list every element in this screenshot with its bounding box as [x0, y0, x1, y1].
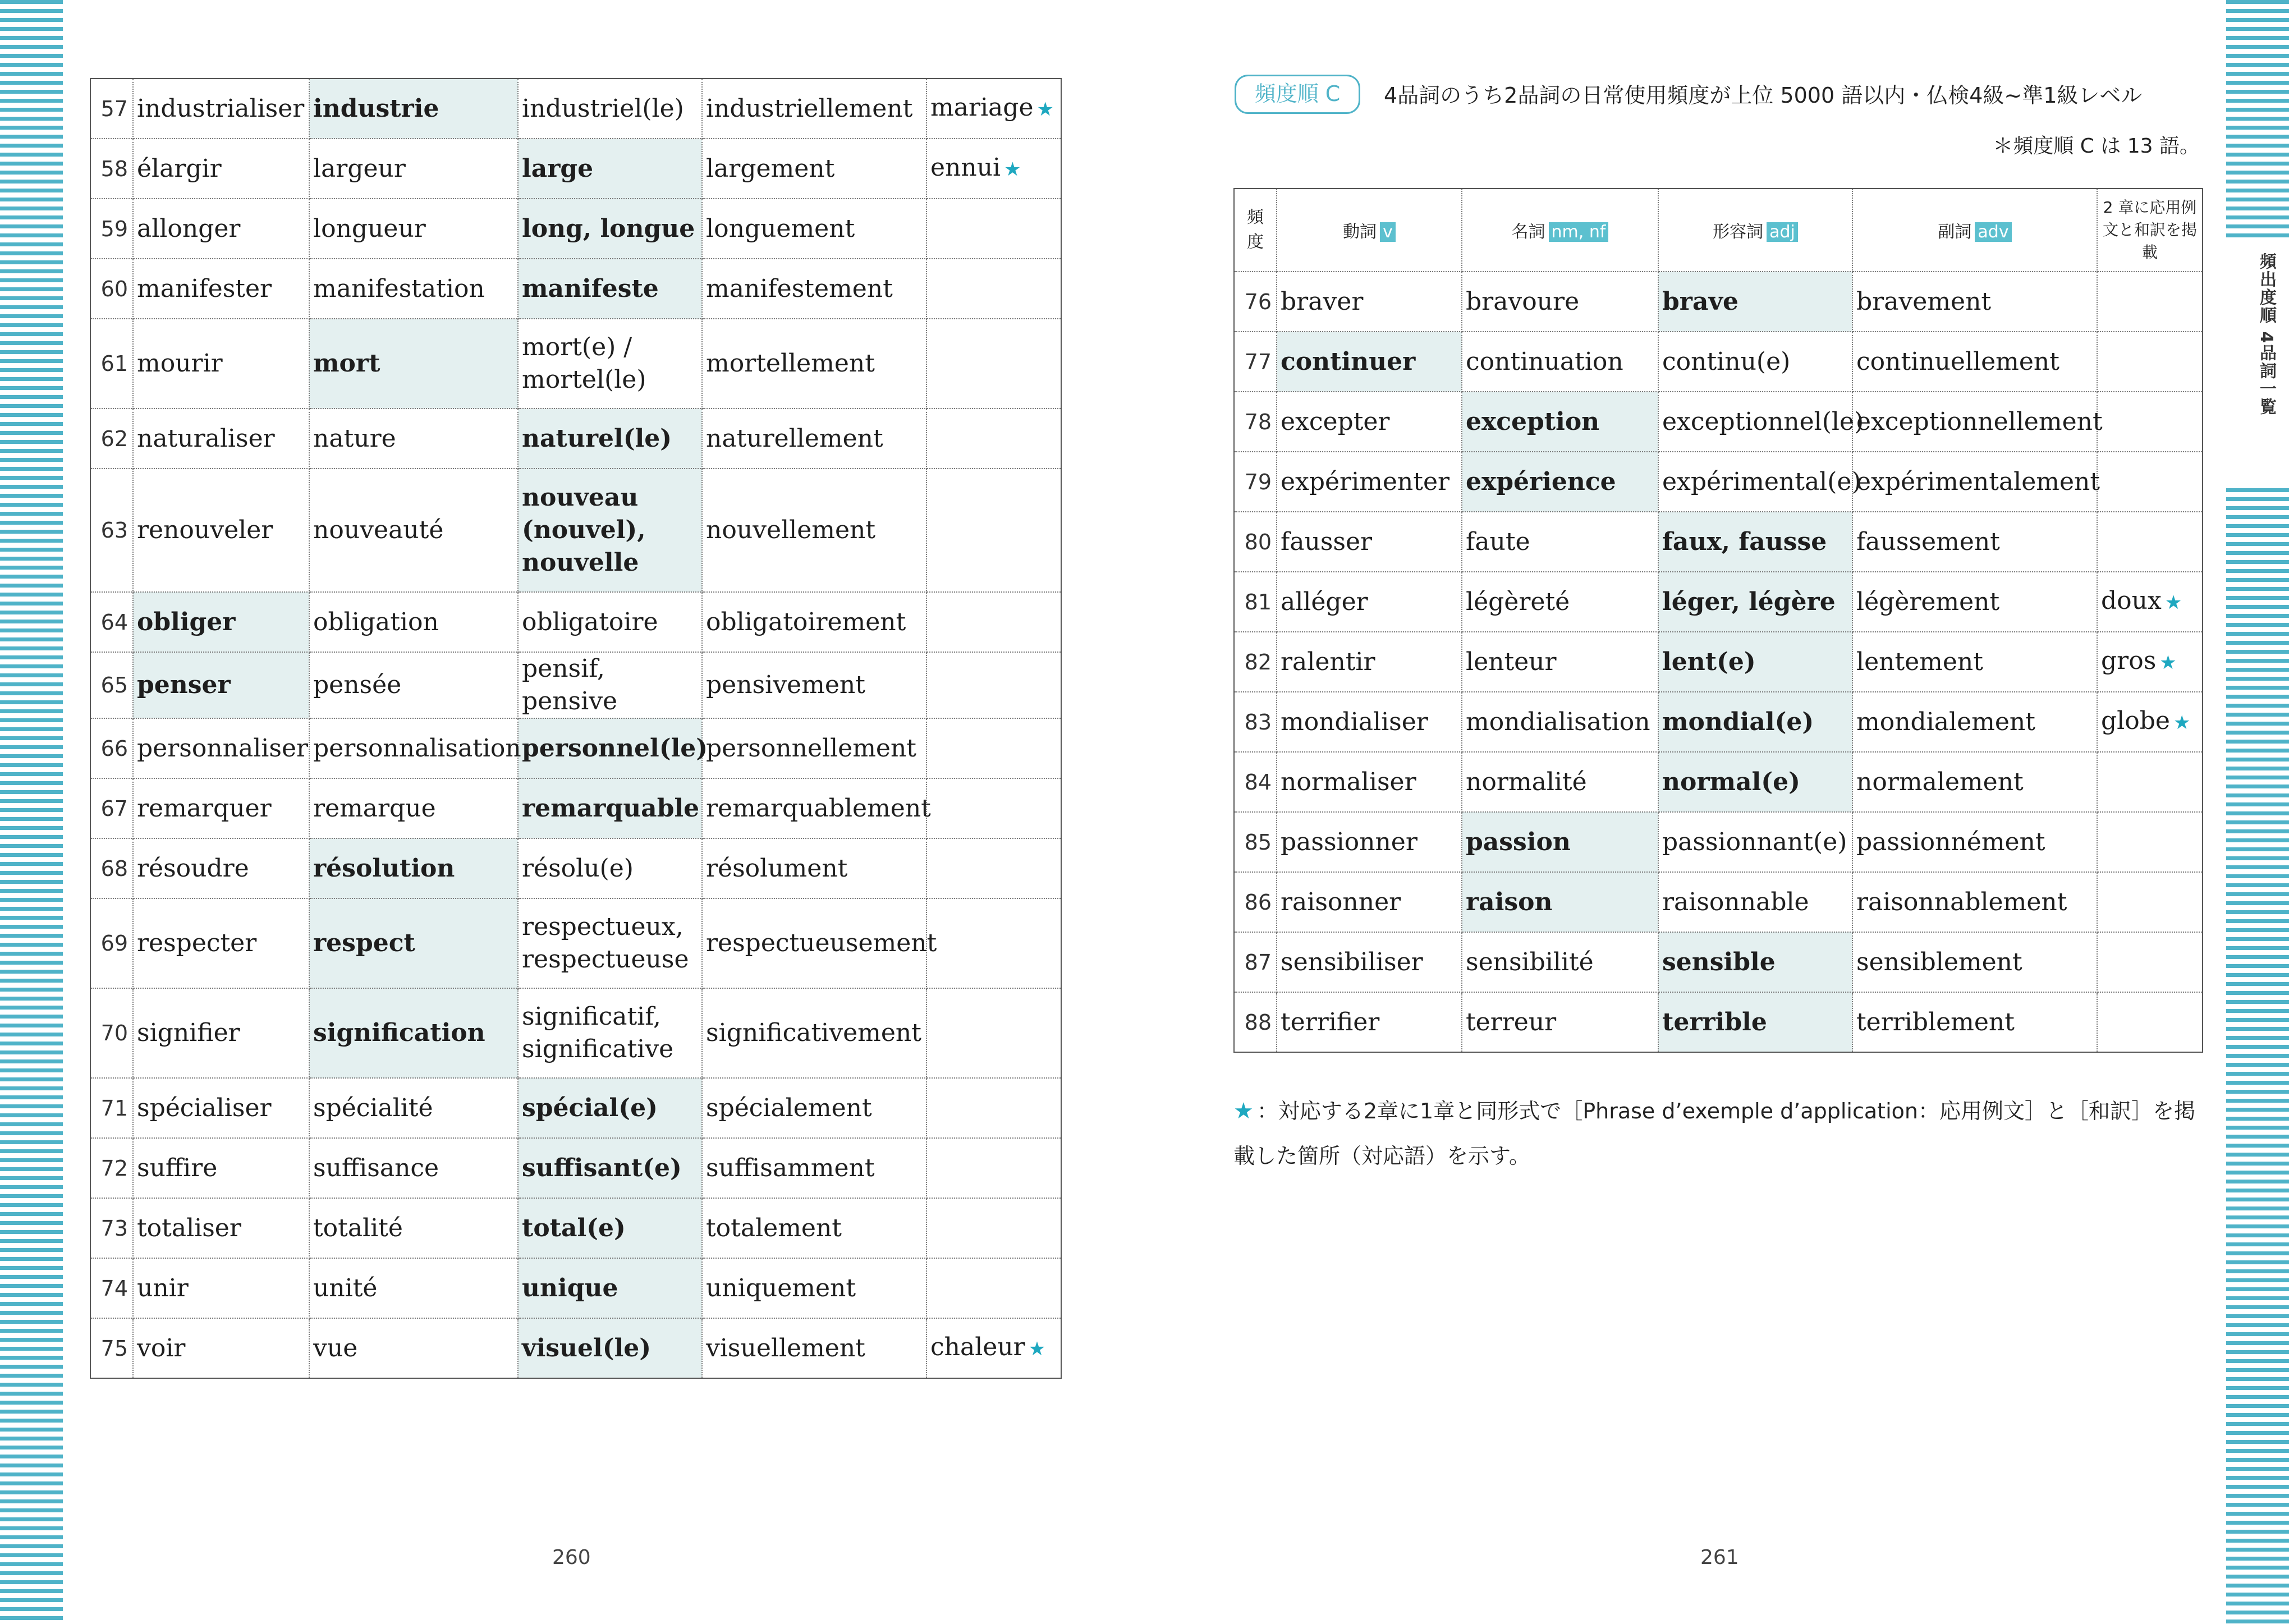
row-number: 62: [90, 409, 133, 469]
reference-cell: [926, 718, 1061, 778]
table-row: [90, 1318, 1061, 1378]
noun-cell: lenteur: [1462, 632, 1658, 692]
adverb-cell: raisonnablement: [1852, 872, 2097, 932]
noun-cell: suffisance: [309, 1138, 518, 1198]
noun-cell: industrie: [309, 79, 518, 139]
adverb-cell: continuellement: [1852, 332, 2097, 392]
table-header-row: [1234, 189, 2203, 272]
adverb-cell: sensiblement: [1852, 932, 2097, 992]
reference-cell: [2097, 812, 2203, 872]
noun-cell: faute: [1462, 512, 1658, 572]
table-row: [90, 409, 1061, 469]
row-number: 59: [90, 199, 133, 259]
star-icon: ★: [2159, 652, 2177, 674]
adverb-cell: mondialement: [1852, 692, 2097, 752]
verb-cell: excepter: [1277, 392, 1462, 452]
adverb-cell: mortellement: [702, 319, 926, 409]
side-section-label: 頻出度順 4品詞一覧: [2256, 253, 2276, 416]
left-stripe-border: [0, 0, 63, 1624]
reference-cell: [2097, 392, 2203, 452]
reference-cell: [926, 319, 1061, 409]
star-icon: ★: [2164, 591, 2182, 614]
reference-cell: [2097, 872, 2203, 932]
adverb-cell: nouvellement: [702, 469, 926, 592]
table-row: [90, 1258, 1061, 1318]
adjective-cell: long, longue: [518, 199, 702, 259]
noun-cell: exception: [1462, 392, 1658, 452]
verb-cell: respecter: [133, 898, 309, 988]
row-number: 85: [1234, 812, 1277, 872]
reference-cell: [926, 199, 1061, 259]
table-row: [90, 652, 1061, 718]
row-number: 70: [90, 988, 133, 1078]
table-row: [1234, 512, 2203, 572]
noun-cell: bravoure: [1462, 272, 1658, 332]
noun-cell: vue: [309, 1318, 518, 1378]
adjective-cell: large: [518, 139, 702, 199]
table-row: [90, 988, 1061, 1078]
noun-cell: manifestation: [309, 259, 518, 319]
star-icon: ★: [1233, 1098, 1254, 1124]
adverb-cell: industriellement: [702, 79, 926, 139]
vocab-table-left: [90, 78, 1062, 1379]
table-row: [90, 139, 1061, 199]
reference-word: gros: [2101, 646, 2157, 675]
reference-word: chaleur: [930, 1333, 1025, 1361]
table-row: [1234, 632, 2203, 692]
adjective-cell: continu(e): [1658, 332, 1852, 392]
row-number: 82: [1234, 632, 1277, 692]
verb-cell: remarquer: [133, 778, 309, 838]
verb-cell: expérimenter: [1277, 452, 1462, 512]
adjective-cell: naturel(le): [518, 409, 702, 469]
adjective-cell: léger, légère: [1658, 572, 1852, 632]
noun-cell: normalité: [1462, 752, 1658, 812]
row-number: 86: [1234, 872, 1277, 932]
star-icon: ★: [1028, 1338, 1046, 1360]
verb-cell: totaliser: [133, 1198, 309, 1258]
star-icon: ★: [1004, 158, 1021, 181]
noun-cell: remarque: [309, 778, 518, 838]
frequency-badge: 頻度順 C: [1235, 75, 1360, 114]
adjective-cell: brave: [1658, 272, 1852, 332]
reference-cell: [2097, 272, 2203, 332]
row-number: 69: [90, 898, 133, 988]
right-stripe-border-bottom: [2226, 488, 2289, 1624]
verb-cell: terrifier: [1277, 992, 1462, 1052]
reference-cell: [2097, 512, 2203, 572]
header-verb: 動詞 v: [1277, 189, 1462, 272]
table-row: [90, 718, 1061, 778]
reference-cell: [926, 988, 1061, 1078]
reference-cell: [926, 652, 1061, 718]
row-number: 65: [90, 652, 133, 718]
right-stripe-border-top: [2226, 0, 2289, 242]
adjective-cell: manifeste: [518, 259, 702, 319]
pos-tag-adj: adj: [1767, 222, 1798, 242]
reference-word: mariage: [930, 93, 1034, 122]
reference-cell: [926, 1138, 1061, 1198]
row-number: 74: [90, 1258, 133, 1318]
noun-cell: mort: [309, 319, 518, 409]
page-number-right: 261: [1700, 1546, 1739, 1569]
verb-cell: raisonner: [1277, 872, 1462, 932]
pos-tag-verb: v: [1380, 222, 1396, 242]
adjective-cell: lent(e): [1658, 632, 1852, 692]
row-number: 79: [1234, 452, 1277, 512]
noun-cell: pensée: [309, 652, 518, 718]
adverb-cell: pensivement: [702, 652, 926, 718]
adjective-cell: faux, fausse: [1658, 512, 1852, 572]
header-adv: 副詞 adv: [1852, 189, 2097, 272]
verb-cell: personnaliser: [133, 718, 309, 778]
adverb-cell: remarquablement: [702, 778, 926, 838]
adverb-cell: exceptionnellement: [1852, 392, 2097, 452]
adverb-cell: totalement: [702, 1198, 926, 1258]
table-row: [1234, 812, 2203, 872]
adjective-cell: mort(e) / mortel(le): [518, 319, 702, 409]
row-number: 87: [1234, 932, 1277, 992]
adverb-cell: passionnément: [1852, 812, 2097, 872]
noun-cell: nouveauté: [309, 469, 518, 592]
noun-cell: raison: [1462, 872, 1658, 932]
reference-cell: [2097, 992, 2203, 1052]
row-number: 60: [90, 259, 133, 319]
verb-cell: sensibiliser: [1277, 932, 1462, 992]
adverb-cell: longuement: [702, 199, 926, 259]
adjective-cell: remarquable: [518, 778, 702, 838]
adverb-cell: suffisamment: [702, 1138, 926, 1198]
row-number: 64: [90, 592, 133, 652]
reference-cell: [926, 592, 1061, 652]
word-count-note: ＊頻度順 C は 13 語。: [1993, 135, 2200, 158]
adjective-cell: significatif, significative: [518, 988, 702, 1078]
adjective-cell: résolu(e): [518, 838, 702, 898]
table-row: [90, 898, 1061, 988]
page-number-left: 260: [552, 1546, 591, 1569]
reference-cell: [926, 409, 1061, 469]
header-noun: 名詞 nm, nf: [1462, 189, 1658, 272]
verb-cell: normaliser: [1277, 752, 1462, 812]
verb-cell: ralentir: [1277, 632, 1462, 692]
adjective-cell: nouveau (nouvel), nouvelle: [518, 469, 702, 592]
adverb-cell: spécialement: [702, 1078, 926, 1138]
verb-cell: fausser: [1277, 512, 1462, 572]
table-row: [90, 79, 1061, 139]
reference-cell: [926, 838, 1061, 898]
table-row: [1234, 272, 2203, 332]
verb-cell: unir: [133, 1258, 309, 1318]
table-row: [90, 1198, 1061, 1258]
table-row: [90, 838, 1061, 898]
verb-cell: suffire: [133, 1138, 309, 1198]
adjective-cell: visuel(le): [518, 1318, 702, 1378]
adverb-cell: naturellement: [702, 409, 926, 469]
table-row: [1234, 932, 2203, 992]
adverb-cell: obligatoirement: [702, 592, 926, 652]
verb-cell: naturaliser: [133, 409, 309, 469]
row-number: 63: [90, 469, 133, 592]
reference-cell: [2097, 692, 2203, 752]
reference-cell: [926, 1318, 1061, 1378]
adverb-cell: bravement: [1852, 272, 2097, 332]
table-row: [90, 469, 1061, 592]
noun-cell: totalité: [309, 1198, 518, 1258]
pos-tag-adv: adv: [1975, 222, 2011, 242]
noun-cell: signification: [309, 988, 518, 1078]
reference-cell: [926, 79, 1061, 139]
table-row: [1234, 752, 2203, 812]
verb-cell: penser: [133, 652, 309, 718]
row-number: 78: [1234, 392, 1277, 452]
adjective-cell: expérimental(e): [1658, 452, 1852, 512]
verb-cell: mondialiser: [1277, 692, 1462, 752]
noun-cell: personnalisation: [309, 718, 518, 778]
row-number: 75: [90, 1318, 133, 1378]
adjective-cell: terrible: [1658, 992, 1852, 1052]
star-icon: ★: [2173, 712, 2191, 734]
reference-cell: [926, 469, 1061, 592]
row-number: 71: [90, 1078, 133, 1138]
table-row: [1234, 992, 2203, 1052]
noun-cell: longueur: [309, 199, 518, 259]
reference-cell: [926, 778, 1061, 838]
header-adj: 形容詞 adj: [1658, 189, 1852, 272]
verb-cell: signifier: [133, 988, 309, 1078]
table-row: [90, 592, 1061, 652]
row-number: 72: [90, 1138, 133, 1198]
adverb-cell: manifestement: [702, 259, 926, 319]
reference-cell: [2097, 752, 2203, 812]
noun-cell: spécialité: [309, 1078, 518, 1138]
reference-cell: [926, 1198, 1061, 1258]
adjective-cell: suffisant(e): [518, 1138, 702, 1198]
table-row: [90, 1138, 1061, 1198]
star-icon: ★: [1036, 98, 1054, 121]
row-number: 84: [1234, 752, 1277, 812]
reference-cell: [2097, 632, 2203, 692]
verb-cell: braver: [1277, 272, 1462, 332]
table-row: [90, 778, 1061, 838]
adverb-cell: expérimentalement: [1852, 452, 2097, 512]
row-number: 88: [1234, 992, 1277, 1052]
table-row: [1234, 392, 2203, 452]
row-number: 68: [90, 838, 133, 898]
table-row: [90, 199, 1061, 259]
reference-cell: [926, 259, 1061, 319]
table-row: [90, 1078, 1061, 1138]
adjective-cell: passionnant(e): [1658, 812, 1852, 872]
adjective-cell: sensible: [1658, 932, 1852, 992]
noun-cell: respect: [309, 898, 518, 988]
noun-cell: mondialisation: [1462, 692, 1658, 752]
reference-cell: [2097, 332, 2203, 392]
verb-cell: continuer: [1277, 332, 1462, 392]
table-row: [1234, 332, 2203, 392]
verb-cell: alléger: [1277, 572, 1462, 632]
noun-cell: continuation: [1462, 332, 1658, 392]
adverb-cell: personnellement: [702, 718, 926, 778]
verb-cell: obliger: [133, 592, 309, 652]
adjective-cell: pensif, pensive: [518, 652, 702, 718]
noun-cell: unité: [309, 1258, 518, 1318]
reference-cell: [2097, 452, 2203, 512]
verb-cell: industrialiser: [133, 79, 309, 139]
adjective-cell: spécial(e): [518, 1078, 702, 1138]
noun-cell: résolution: [309, 838, 518, 898]
header-freq: 頻度: [1234, 189, 1277, 272]
adjective-cell: total(e): [518, 1198, 702, 1258]
row-number: 77: [1234, 332, 1277, 392]
noun-cell: légèreté: [1462, 572, 1658, 632]
adjective-cell: unique: [518, 1258, 702, 1318]
adjective-cell: industriel(le): [518, 79, 702, 139]
table-row: [1234, 692, 2203, 752]
reference-word: globe: [2101, 707, 2170, 735]
row-number: 73: [90, 1198, 133, 1258]
adverb-cell: lentement: [1852, 632, 2097, 692]
table-row: [90, 319, 1061, 409]
section-intro: 4品詞のうち2品詞の日常使用頻度が上位 5000 語以内・仏検4級~準1級レベル: [1384, 83, 2143, 108]
adjective-cell: personnel(le): [518, 718, 702, 778]
row-number: 81: [1234, 572, 1277, 632]
noun-cell: largeur: [309, 139, 518, 199]
reference-word: doux: [2101, 586, 2162, 615]
verb-cell: mourir: [133, 319, 309, 409]
adverb-cell: faussement: [1852, 512, 2097, 572]
adverb-cell: uniquement: [702, 1258, 926, 1318]
adjective-cell: respectueux, respectueuse: [518, 898, 702, 988]
adjective-cell: raisonnable: [1658, 872, 1852, 932]
table-row: [90, 259, 1061, 319]
adverb-cell: significativement: [702, 988, 926, 1078]
adverb-cell: terriblement: [1852, 992, 2097, 1052]
table-row: [1234, 452, 2203, 512]
verb-cell: voir: [133, 1318, 309, 1378]
table-row: [1234, 872, 2203, 932]
row-number: 83: [1234, 692, 1277, 752]
reference-cell: [2097, 572, 2203, 632]
noun-cell: expérience: [1462, 452, 1658, 512]
adjective-cell: mondial(e): [1658, 692, 1852, 752]
reference-cell: [926, 898, 1061, 988]
reference-cell: [926, 139, 1061, 199]
noun-cell: terreur: [1462, 992, 1658, 1052]
row-number: 61: [90, 319, 133, 409]
reference-cell: [926, 1258, 1061, 1318]
adverb-cell: largement: [702, 139, 926, 199]
reference-cell: [2097, 932, 2203, 992]
table-row: [1234, 572, 2203, 632]
verb-cell: passionner: [1277, 812, 1462, 872]
adverb-cell: respectueusement: [702, 898, 926, 988]
adjective-cell: normal(e): [1658, 752, 1852, 812]
adjective-cell: exceptionnel(le): [1658, 392, 1852, 452]
footnote: ★ ：対応する2章に1章と同形式で［Phrase d’exemple d’application：応用例文］と［和訳］を掲載した箇所（対応語）を示す。: [1233, 1098, 2195, 1168]
adjective-cell: obligatoire: [518, 592, 702, 652]
verb-cell: renouveler: [133, 469, 309, 592]
noun-cell: obligation: [309, 592, 518, 652]
pos-tag-noun: nm, nf: [1549, 222, 1609, 242]
reference-word: ennui: [930, 153, 1001, 182]
adverb-cell: légèrement: [1852, 572, 2097, 632]
verb-cell: spécialiser: [133, 1078, 309, 1138]
row-number: 66: [90, 718, 133, 778]
noun-cell: passion: [1462, 812, 1658, 872]
adverb-cell: visuellement: [702, 1318, 926, 1378]
row-number: 76: [1234, 272, 1277, 332]
verb-cell: allonger: [133, 199, 309, 259]
verb-cell: résoudre: [133, 838, 309, 898]
adverb-cell: normalement: [1852, 752, 2097, 812]
header-reference: 2 章に応用例文と和訳を掲載: [2097, 189, 2203, 272]
noun-cell: nature: [309, 409, 518, 469]
row-number: 58: [90, 139, 133, 199]
adverb-cell: résolument: [702, 838, 926, 898]
verb-cell: élargir: [133, 139, 309, 199]
row-number: 80: [1234, 512, 1277, 572]
row-number: 67: [90, 778, 133, 838]
verb-cell: manifester: [133, 259, 309, 319]
noun-cell: sensibilité: [1462, 932, 1658, 992]
reference-cell: [926, 1078, 1061, 1138]
vocab-table-right: [1233, 188, 2203, 1053]
row-number: 57: [90, 79, 133, 139]
